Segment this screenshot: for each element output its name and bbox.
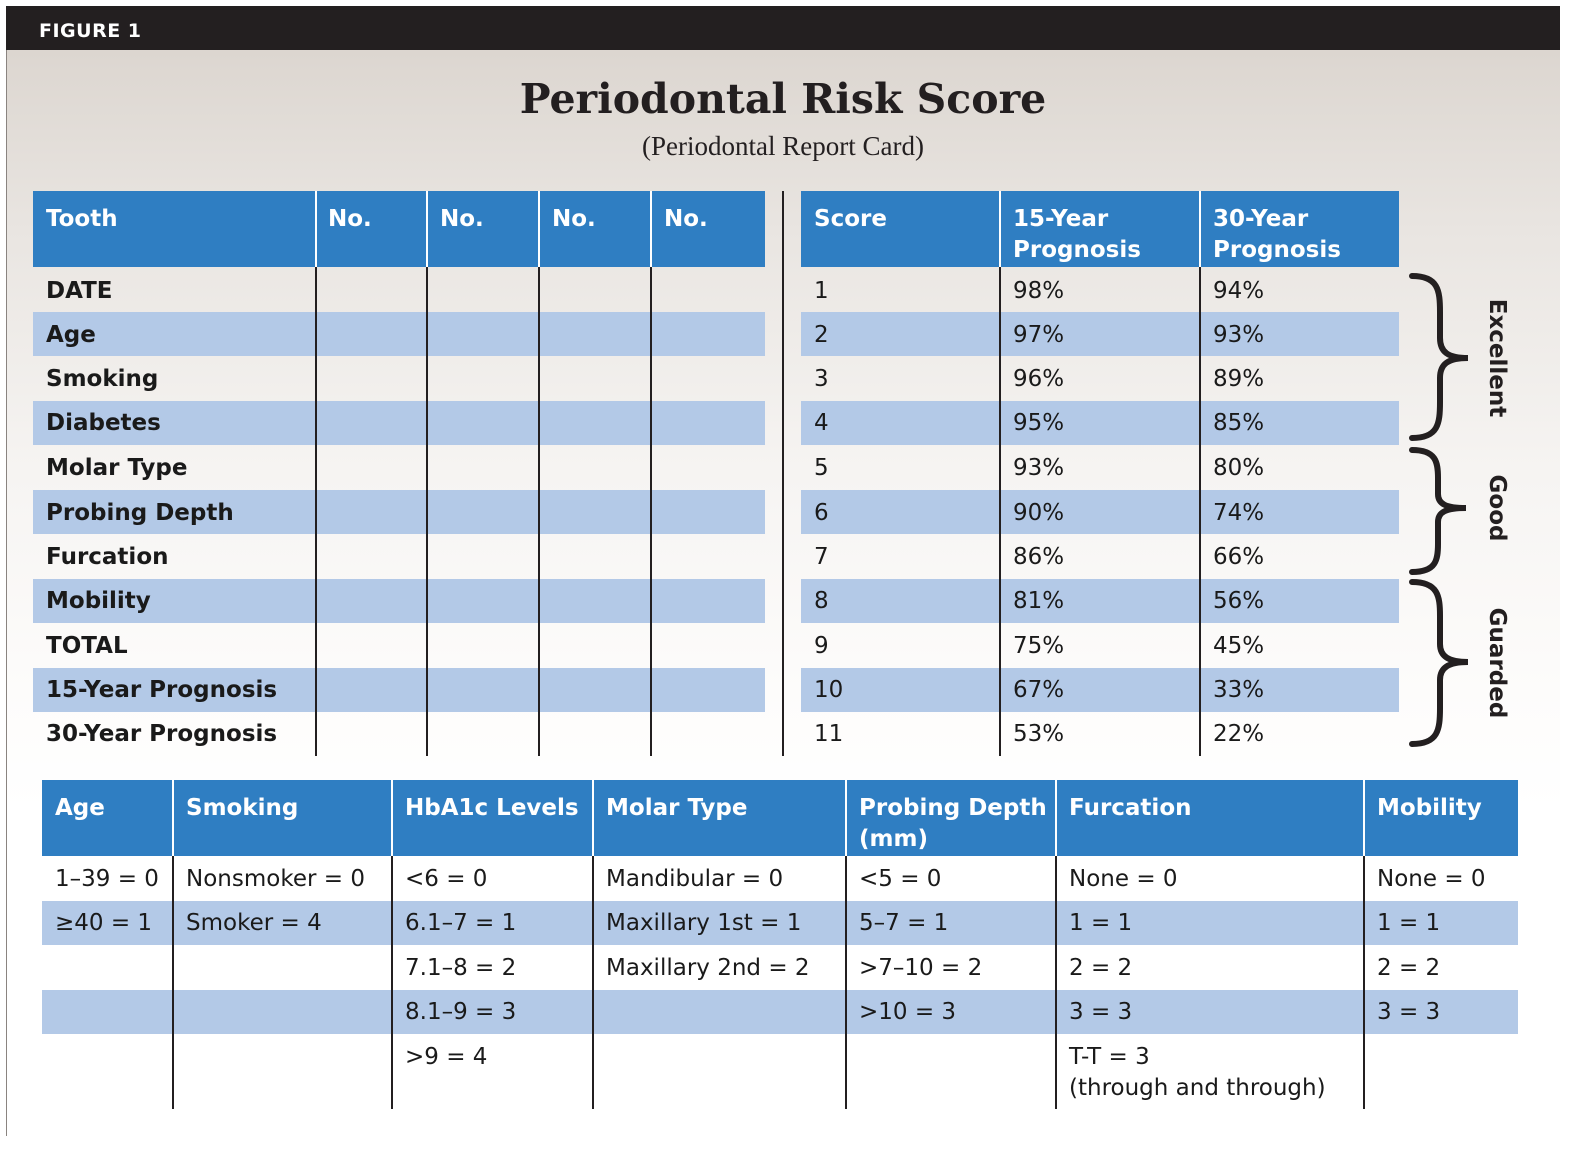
score-header-label: Score [814, 206, 887, 232]
tooth-no-header-2: No. [440, 206, 484, 232]
prognosis-15-value: 75% [1013, 633, 1065, 659]
header-divider [999, 191, 1001, 267]
column-divider [845, 856, 847, 1109]
criteria-cell-hba1c: 7.1–8 = 2 [405, 955, 517, 981]
criteria-cell-furcation: 1 = 1 [1069, 910, 1133, 936]
header-divider [1055, 780, 1057, 856]
column-divider [538, 267, 540, 756]
tooth-row-label: Molar Type [46, 455, 188, 481]
score-row-stripe [801, 312, 1399, 356]
criteria-cell-furcation: None = 0 [1069, 866, 1178, 892]
brace-guarded [1412, 582, 1468, 744]
score-value: 6 [814, 500, 829, 526]
score-row-stripe [801, 490, 1399, 534]
criteria-cell-age: 1–39 = 0 [55, 866, 159, 892]
criteria-cell-probing-depth: >10 = 3 [859, 999, 957, 1025]
criteria-header-furcation: Furcation [1069, 795, 1192, 821]
tooth-no-header-1: No. [328, 206, 372, 232]
tooth-row-label: Furcation [46, 544, 169, 570]
criteria-header-age: Age [55, 795, 105, 821]
criteria-header-mobility: Mobility [1377, 795, 1482, 821]
tooth-row-label: TOTAL [46, 633, 128, 659]
prognosis-15-value: 93% [1013, 455, 1065, 481]
prognosis-15-value: 97% [1013, 322, 1065, 348]
rating-excellent: Excellent [1484, 298, 1510, 418]
score-value: 8 [814, 588, 829, 614]
score-value: 1 [814, 278, 829, 304]
column-divider [391, 856, 393, 1109]
criteria-cell-mobility: None = 0 [1377, 866, 1486, 892]
score-row-stripe [801, 579, 1399, 623]
prognosis-30-value: 45% [1213, 633, 1265, 659]
tooth-row-label: 15-Year Prognosis [46, 677, 278, 703]
prognosis-15-value: 90% [1013, 500, 1065, 526]
prognosis-15-value: 67% [1013, 677, 1065, 703]
criteria-cell-age: ≥40 = 1 [55, 910, 153, 936]
column-divider [592, 856, 594, 1109]
prognosis-30-value: 89% [1213, 366, 1265, 392]
rating-guarded: Guarded [1484, 607, 1510, 719]
criteria-cell-furcation: 3 = 3 [1069, 999, 1133, 1025]
prognosis-15-value: 96% [1013, 366, 1065, 392]
score-value: 10 [814, 677, 844, 703]
brace-good [1412, 450, 1466, 572]
column-divider [999, 267, 1001, 756]
criteria-cell-hba1c: 8.1–9 = 3 [405, 999, 517, 1025]
column-divider [1055, 856, 1057, 1109]
column-divider [1199, 267, 1201, 756]
page-subtitle: (Periodontal Report Card) [642, 131, 924, 161]
score-value: 3 [814, 366, 829, 392]
prognosis-15-value: 98% [1013, 278, 1065, 304]
criteria-cell-molar-type: Mandibular = 0 [606, 866, 784, 892]
score-row-stripe [801, 401, 1399, 445]
criteria-cell-mobility: 1 = 1 [1377, 910, 1441, 936]
criteria-cell-hba1c: 6.1–7 = 1 [405, 910, 517, 936]
header-divider [315, 191, 317, 267]
score-value: 7 [814, 544, 829, 570]
column-divider [426, 267, 428, 756]
tooth-row-label: Smoking [46, 366, 159, 392]
score-value: 11 [814, 721, 844, 747]
rating-braces [1408, 272, 1478, 752]
criteria-cell-furcation: T-T = 3 (through and through) [1069, 1044, 1326, 1101]
tooth-no-header-3: No. [552, 206, 596, 232]
page-title: Periodontal Risk Score [519, 75, 1047, 123]
tooth-row-label: Probing Depth [46, 500, 234, 526]
prognosis-30-value: 94% [1213, 278, 1265, 304]
header-divider [650, 191, 652, 267]
prognosis-15-value: 95% [1013, 410, 1065, 436]
column-divider [172, 856, 174, 1109]
score-value: 2 [814, 322, 829, 348]
criteria-cell-mobility: 2 = 2 [1377, 955, 1441, 981]
tooth-row-label: Mobility [46, 588, 151, 614]
header-divider [1199, 191, 1201, 267]
table-separator [782, 191, 784, 756]
header-divider [426, 191, 428, 267]
tooth-no-header-4: No. [664, 206, 708, 232]
header-divider [538, 191, 540, 267]
prognosis-15-value: 86% [1013, 544, 1065, 570]
criteria-row-stripe [42, 990, 1518, 1034]
prognosis-15-value: 81% [1013, 588, 1065, 614]
criteria-cell-probing-depth: >7–10 = 2 [859, 955, 983, 981]
score-value: 4 [814, 410, 829, 436]
header-divider [845, 780, 847, 856]
header-divider [1363, 780, 1365, 856]
column-divider [650, 267, 652, 756]
criteria-cell-probing-depth: <5 = 0 [859, 866, 942, 892]
prognosis-30-value: 22% [1213, 721, 1265, 747]
prognosis-15-value: 53% [1013, 721, 1065, 747]
criteria-cell-furcation: 2 = 2 [1069, 955, 1133, 981]
criteria-cell-mobility: 3 = 3 [1377, 999, 1441, 1025]
criteria-cell-hba1c: <6 = 0 [405, 866, 488, 892]
criteria-header-molar-type: Molar Type [606, 795, 748, 821]
header-divider [391, 780, 393, 856]
score-row-stripe [801, 668, 1399, 712]
prognosis-30-header: 30-Year Prognosis [1213, 206, 1341, 263]
tooth-row-label: DATE [46, 278, 113, 304]
criteria-cell-probing-depth: 5–7 = 1 [859, 910, 949, 936]
column-divider [1363, 856, 1365, 1109]
header-divider [172, 780, 174, 856]
tooth-header-label: Tooth [46, 206, 118, 232]
prognosis-30-value: 66% [1213, 544, 1265, 570]
rating-good: Good [1484, 474, 1510, 542]
figure-label: FIGURE 1 [6, 6, 1560, 50]
score-value: 9 [814, 633, 829, 659]
score-value: 5 [814, 455, 829, 481]
criteria-cell-molar-type: Maxillary 1st = 1 [606, 910, 802, 936]
criteria-cell-smoking: Nonsmoker = 0 [186, 866, 365, 892]
criteria-cell-hba1c: >9 = 4 [405, 1044, 488, 1070]
tooth-row-label: 30-Year Prognosis [46, 721, 278, 747]
prognosis-30-value: 74% [1213, 500, 1265, 526]
prognosis-30-value: 93% [1213, 322, 1265, 348]
prognosis-30-value: 56% [1213, 588, 1265, 614]
prognosis-30-value: 80% [1213, 455, 1265, 481]
header-divider [592, 780, 594, 856]
criteria-cell-molar-type: Maxillary 2nd = 2 [606, 955, 810, 981]
prognosis-30-value: 85% [1213, 410, 1265, 436]
column-divider [315, 267, 317, 756]
prognosis-30-value: 33% [1213, 677, 1265, 703]
criteria-header-smoking: Smoking [186, 795, 299, 821]
criteria-cell-smoking: Smoker = 4 [186, 910, 322, 936]
brace-excellent [1412, 276, 1468, 438]
tooth-row-label: Diabetes [46, 410, 161, 436]
criteria-header-probing-depth: Probing Depth (mm) [859, 795, 1047, 852]
tooth-row-label: Age [46, 322, 96, 348]
tooth-row-stripe [33, 312, 765, 356]
criteria-header-hba1c: HbA1c Levels [405, 795, 579, 821]
prognosis-15-header: 15-Year Prognosis [1013, 206, 1141, 263]
